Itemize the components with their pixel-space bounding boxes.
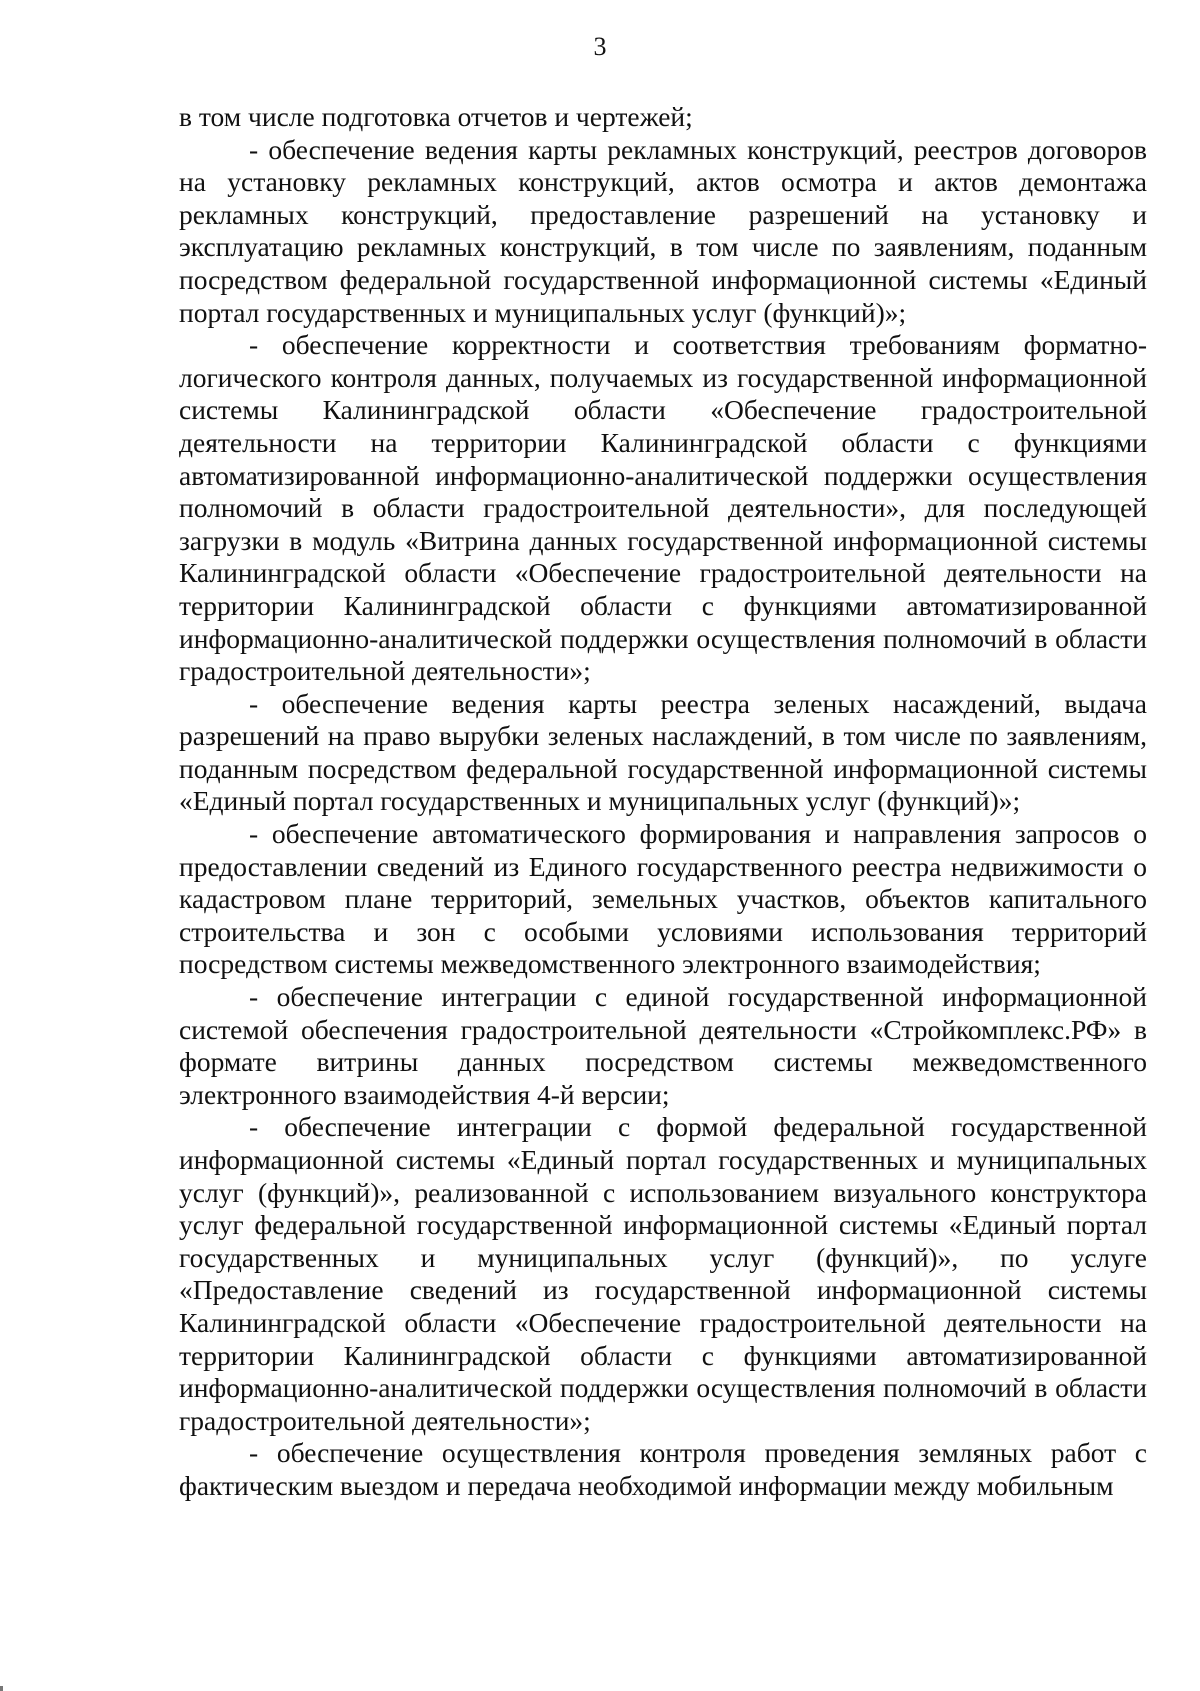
page-number: 3 xyxy=(593,32,607,61)
paragraph-format-logical-control: - обеспечение корректности и соответствия требованиям форматно-логического контроля данных, получаемых из государственной информационной системы Калининградской области «Обеспечение градостроительной деятельности на территории Калининградской области с функциями автоматизированной информационно-аналитической поддержки осуществления полномочий в области градостроительной деятельности», для последующей загрузки в модуль «Витрина данных государственной информационной системы Калининградской области «Обеспечение градостроительной деятельности на территории Калининградской области с функциями автоматизированной информационно-аналитической поддержки осуществления полномочий в области градостроительной деятельности»; xyxy=(179,329,1147,687)
paragraph-epgu-form-integration: - обеспечение интеграции с формой федеральной государственной информационной системы «Единый портал государственных и муниципальных услуг (функций)», реализованной с использованием визуального конструктора услуг федеральной государственной информационной системы «Единый портал государственных и муниципальных услуг (функций)», по услуге «Предоставление сведений из государственной информационной системы Калининградской области «Обеспечение градостроительной деятельности на территории Калининградской области с функциями автоматизированной информационно-аналитической поддержки осуществления полномочий в области градостроительной деятельности»; xyxy=(179,1111,1147,1436)
paragraph-green-plantations: - обеспечение ведения карты реестра зеленых насаждений, выдача разрешений на право вырубки зеленых наслаждений, в том числе по заявлениям, поданным посредством федеральной государственной информационной системы «Единый портал государственных и муниципальных услуг (функций)»; xyxy=(179,687,1147,817)
paragraph-earthworks-control: - обеспечение осуществления контроля проведения земляных работ с фактическим выездом и передача необходимой информации между мобильным xyxy=(179,1437,1147,1501)
paragraph-stroykompleks-integration: - обеспечение интеграции с единой государственной информационной системой обеспечения градостроительной деятельности «Стройкомплекс.РФ» в формате витрины данных посредством системы межведомственного электронного взаимодействия 4-й версии; xyxy=(179,981,1147,1110)
scan-edge-mark xyxy=(0,1686,3,1691)
paragraph-continuation: в том числе подготовка отчетов и чертежей; xyxy=(179,101,693,132)
paragraph-advertising-structures: - обеспечение ведения карты рекламных конструкций, реестров договоров на установку рекламных конструкций, актов осмотра и актов демонтажа рекламных конструкций, предоставление разрешений на установку и эксплуатацию рекламных конструкций, в том числе по заявлениям, поданным посредством федеральной государственной информационной системы «Единый портал государственных и муниципальных услуг (функций)»; xyxy=(179,133,1147,328)
document-body xyxy=(179,101,1147,1503)
paragraph-egrn-requests: - обеспечение автоматического формирования и направления запросов о предоставлении сведений из Единого государственного реестра недвижимости о кадастровом плане территорий, земельных участков, объектов капитального строительства и зон с особыми условиями использования территорий посредством системы межведомственного электронного взаимодействия; xyxy=(179,818,1147,980)
